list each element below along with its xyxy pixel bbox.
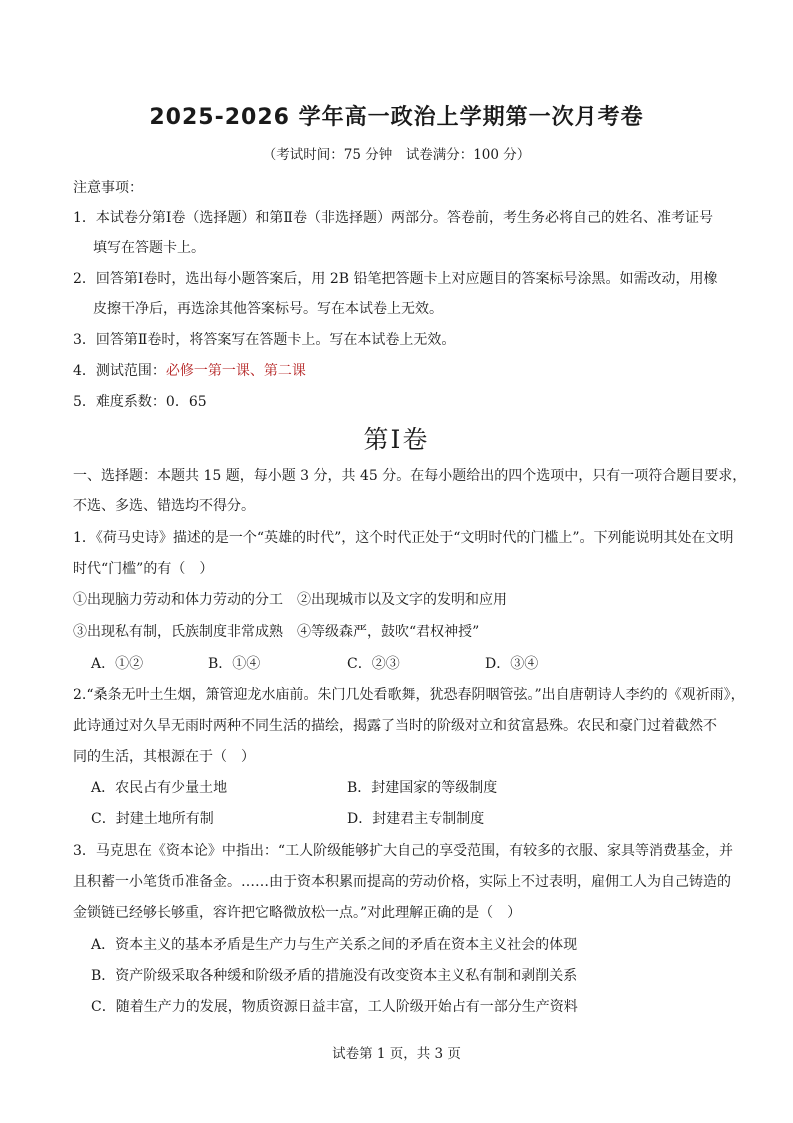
exam-info: （考试时间：75 分钟 试卷满分：100 分） bbox=[262, 147, 531, 163]
page-title: 2025-2026 学年高一政治上学期第一次月考卷 bbox=[149, 105, 644, 130]
notice-item-5: 5．难度系数：0．65 bbox=[73, 394, 207, 410]
section-instructions-line-2: 不选、多选、错选均不得分。 bbox=[73, 498, 255, 514]
notice-item-4-label: 4．测试范围： bbox=[73, 363, 166, 379]
q3-stem-line-3: 金锁链已经够长够重，容许把它略微放松一点。”对此理解正确的是（ ） bbox=[73, 905, 522, 921]
q3-option-c: C．随着生产力的发展，物质资源日益丰富，工人阶级开始占有一部分生产资料 bbox=[91, 999, 578, 1015]
q3-stem-line-1: 3．马克思在《资本论》中指出：“工人阶级能够扩大自己的享受范围，有较多的衣服、家具等消费基金，并 bbox=[73, 843, 734, 859]
q2-option-d: D．封建君主专制制度 bbox=[347, 811, 485, 827]
q2-option-c: C．封建土地所有制 bbox=[91, 811, 214, 827]
q2-option-a: A．农民占有少量土地 bbox=[91, 780, 228, 796]
volume-title: 第Ⅰ卷 bbox=[363, 425, 430, 454]
q1-stem-line-2: 时代“门槛”的有（ ） bbox=[73, 561, 214, 577]
q3-option-b: B．资产阶级采取各种缓和阶级矛盾的措施没有改变资本主义私有制和剥削关系 bbox=[91, 968, 578, 984]
q1-option-d: D．③④ bbox=[485, 656, 539, 672]
q1-option-b: B．①④ bbox=[208, 656, 261, 672]
page-footer: 试卷第 1 页，共 3 页 bbox=[332, 1046, 461, 1062]
q1-statements-2: ③出现私有制，氏族制度非常成熟 ④等级森严，鼓吹“君权神授” bbox=[73, 624, 480, 640]
q2-stem-line-3: 同的生活，其根源在于（ ） bbox=[73, 749, 255, 765]
notice-item-1-line-2: 填写在答题卡上。 bbox=[93, 240, 205, 256]
q1-option-c: C．②③ bbox=[347, 656, 400, 672]
q2-stem-line-1: 2.“桑条无叶土生烟，箫管迎龙水庙前。朱门几处看歌舞，犹恐春阴咽管弦。”出自唐朝诗人李约的《观祈雨》， bbox=[73, 687, 745, 703]
notice-item-1-line-1: 1．本试卷分第Ⅰ卷（选择题）和第Ⅱ卷（非选择题）两部分。答卷前，考生务必将自己的姓名、准考证号 bbox=[73, 210, 713, 226]
q1-option-a: A．①② bbox=[91, 656, 144, 672]
q3-option-a: A．资本主义的基本矛盾是生产力与生产关系之间的矛盾在资本主义社会的体现 bbox=[91, 937, 578, 953]
q3-stem-line-2: 且积蓄一小笔货币准备金。……由于资本积累而提高的劳动价格，实际上不过表明，雇佣工人为自己铸造的 bbox=[73, 874, 731, 890]
q2-stem-line-2: 此诗通过对久旱无雨时两种不同生活的描绘，揭露了当时的阶级对立和贫富悬殊。农民和豪门过着截然不 bbox=[73, 718, 717, 734]
notice-item-4 bbox=[73, 361, 306, 381]
notice-heading: 注意事项： bbox=[73, 180, 143, 196]
q1-stem-line-1: 1．《荷马史诗》描述的是一个“英雄的时代”，这个时代正处于“文明时代的门槛上”。下列能说明其处在文明 bbox=[73, 530, 734, 546]
q2-option-b: B．封建国家的等级制度 bbox=[347, 780, 498, 796]
section-instructions-line-1: 一、选择题：本题共 15 题，每小题 3 分，共 45 分。在每小题给出的四个选项中，只有一项符合题目要求， bbox=[73, 468, 747, 484]
notice-item-2-line-1: 2．回答第Ⅰ卷时，选出每小题答案后，用 2B 铅笔把答题卡上对应题目的答案标号涂黑。如需改动，用橡 bbox=[73, 271, 718, 287]
q1-statements-1: ①出现脑力劳动和体力劳动的分工 ②出现城市以及文字的发明和应用 bbox=[73, 592, 507, 608]
notice-item-2-line-2: 皮擦干净后，再选涂其他答案标号。写在本试卷上无效。 bbox=[93, 301, 443, 317]
notice-item-3: 3．回答第Ⅱ卷时，将答案写在答题卡上。写在本试卷上无效。 bbox=[73, 332, 456, 348]
test-scope: 必修一第一课、第二课 bbox=[165, 363, 306, 379]
